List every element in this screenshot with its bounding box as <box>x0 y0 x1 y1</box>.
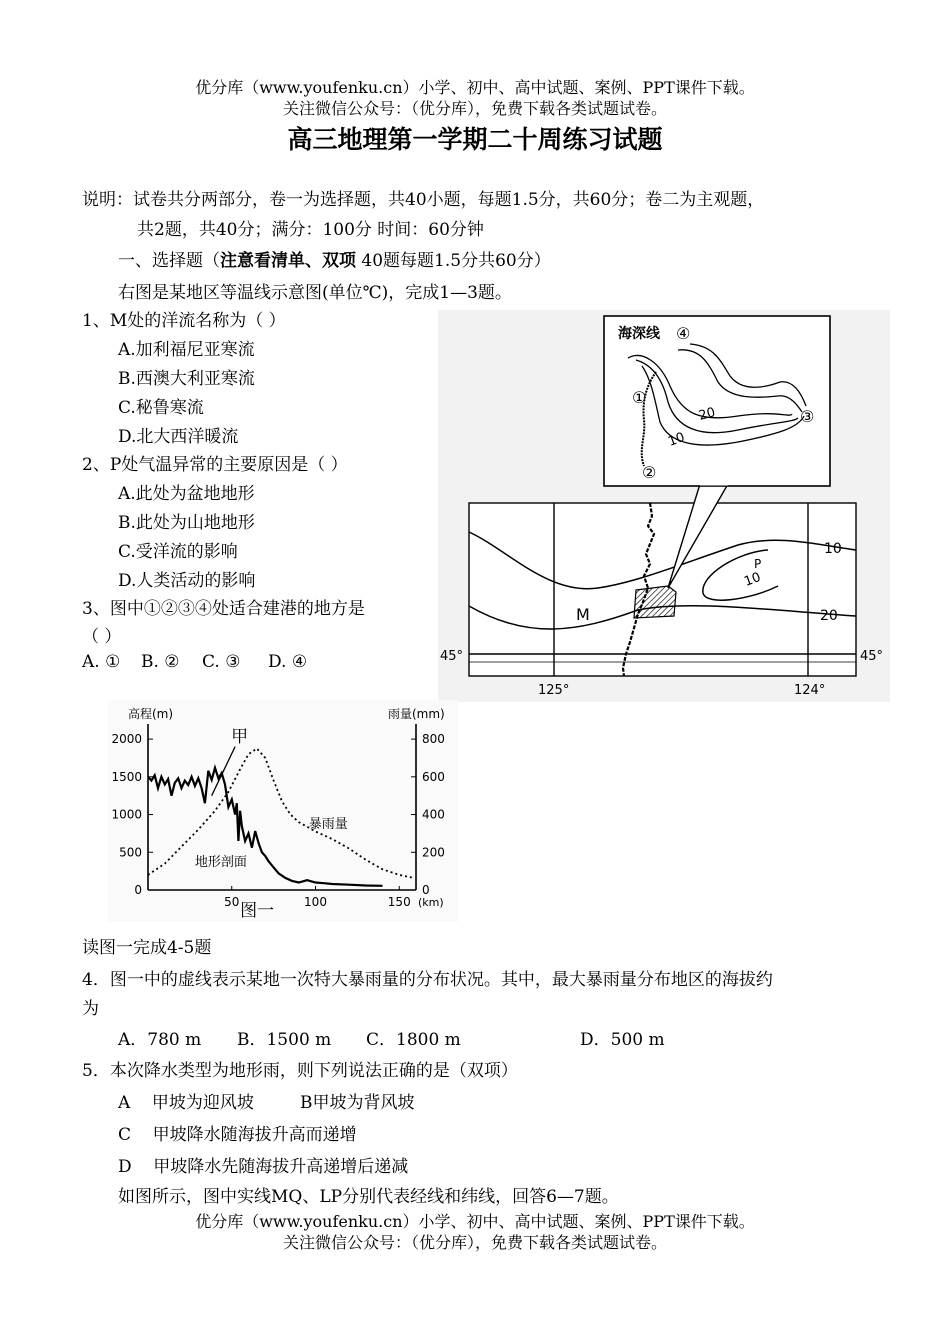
q2-option-b: B.此处为山地地形 <box>118 513 255 533</box>
intro-line-2: 共2题，共40分；满分：100分 时间：60分钟 <box>137 220 484 240</box>
annotation-terrain: 地形剖面 <box>194 854 247 870</box>
q3-stem: 3、图中①②③④处适合建港的地方是 <box>82 599 365 619</box>
q1-option-b: B.西澳大利亚寒流 <box>118 369 255 389</box>
inset-label-20: 20 <box>697 405 718 424</box>
q4-stem-2: 为 <box>82 999 99 1019</box>
intro-line-1: 说明：试卷共分两部分，卷一为选择题，共40小题，每题1.5分，共60分；卷二为主观题， <box>82 190 765 210</box>
x-tick-label: 100 <box>304 895 327 909</box>
q5-option-d: D 甲坡降水先随海拔升高递增后递减 <box>118 1157 409 1177</box>
q2-option-a: A.此处为盆地地形 <box>118 484 255 504</box>
y-left-tick-label: 500 <box>119 845 142 860</box>
annotation-rainfall: 暴雨量 <box>308 817 348 833</box>
read-figure-1: 读图一完成4-5题 <box>82 938 212 958</box>
y-left-label: 高程(m) <box>128 707 174 721</box>
page-title: 高三地理第一学期二十周练习试题 <box>287 125 663 154</box>
q3-option-d: D. ④ <box>268 652 308 672</box>
y-left-tick-label: 0 <box>134 883 142 897</box>
inset-title: 海深线 <box>618 326 660 342</box>
section-prefix: 一、选择题（ <box>118 251 220 271</box>
y-right-tick-label: 400 <box>422 807 445 822</box>
q5-option-a: A 甲坡为迎风坡 <box>118 1093 254 1113</box>
y-left-tick-label: 1000 <box>111 807 142 822</box>
y-left-tick-label: 1500 <box>111 769 142 784</box>
label-p: P <box>754 557 762 571</box>
header-line-1: 优分库（www.youfenku.cn）小学、初中、高中试题、案例、PPT课件下载。 <box>195 78 755 97</box>
x-axis-unit: (km) <box>418 896 444 909</box>
label-m: M <box>576 605 590 624</box>
q5-option-b: B甲坡为背风坡 <box>300 1093 415 1113</box>
label-iso10-right: 10 <box>824 541 842 557</box>
q4-stem: 4．图一中的虚线表示某地一次特大暴雨量的分布状况。其中，最大暴雨量分布地区的海拔约 <box>82 970 773 990</box>
y-right-label: 雨量(mm) <box>388 707 445 721</box>
q4-option-c: C．1800 m <box>366 1030 461 1050</box>
label-lon-124: 124° <box>794 683 826 698</box>
section-bold: 注意看清单、双项 <box>220 251 356 271</box>
y-right-tick-label: 600 <box>422 769 445 784</box>
q1-stem: 1、M处的洋流名称为（ ） <box>82 311 286 331</box>
q2-stem: 2、P处气温异常的主要原因是（ ） <box>82 455 348 475</box>
q2-option-d: D.人类活动的影响 <box>118 571 256 591</box>
q4-option-d: D．500 m <box>580 1030 665 1050</box>
q1-option-c: C.秘鲁寒流 <box>118 398 204 418</box>
section-suffix: 40题每题1.5分共60分） <box>356 251 551 271</box>
y-right-tick-label: 0 <box>422 883 430 897</box>
section-heading <box>118 246 551 271</box>
q1-option-a: A.加利福尼亚寒流 <box>118 340 255 360</box>
annotation-jia: 甲 <box>231 727 249 748</box>
circle-1: ① <box>632 388 647 407</box>
footer-line-2: 关注微信公众号：（优分库），免费下载各类试题试卷。 <box>282 1233 667 1252</box>
label-lat-left: 45° <box>440 649 464 664</box>
q3-option-b: B. ② <box>141 652 180 672</box>
hatched-area <box>634 586 676 618</box>
y-left-tick-label: 2000 <box>111 732 142 747</box>
label-iso20: 20 <box>820 608 838 624</box>
q3-stem-2: （ ） <box>82 627 122 647</box>
q3-option-a: A. ① <box>82 652 121 672</box>
header-line-2: 关注微信公众号：（优分库），免费下载各类试题试卷。 <box>282 99 667 118</box>
label-lat-right: 45° <box>860 649 884 664</box>
q4-option-b: B．1500 m <box>237 1030 332 1050</box>
isotherm-map <box>438 310 890 702</box>
x-tick-label: 50 <box>224 895 240 909</box>
label-iso10-inner: 10 <box>742 570 763 590</box>
q1-option-d: D.北大西洋暖流 <box>118 427 239 447</box>
map-intro: 右图是某地区等温线示意图(单位℃)，完成1—3题。 <box>118 283 512 303</box>
footer-line-1: 优分库（www.youfenku.cn）小学、初中、高中试题、案例、PPT课件下载。 <box>195 1212 755 1231</box>
x-tick-label: 150 <box>387 895 411 909</box>
q5-stem: 5．本次降水类型为地形雨，则下列说法正确的是（双项） <box>82 1061 518 1081</box>
chart-title: 图一 <box>240 901 275 921</box>
q2-option-c: C.受洋流的影响 <box>118 542 238 562</box>
y-right-tick-label: 200 <box>422 845 445 860</box>
circle-3: ③ <box>800 407 815 426</box>
q6-7-intro: 如图所示，图中实线MQ、LP分别代表经线和纬线，回答6—7题。 <box>118 1187 619 1207</box>
circle-4: ④ <box>676 324 691 343</box>
q4-option-a: A．780 m <box>118 1030 202 1050</box>
figure-1-chart <box>108 700 458 922</box>
q3-option-c: C. ③ <box>202 652 241 672</box>
inset-label-10: 10 <box>666 430 687 450</box>
label-lon-125: 125° <box>538 683 570 698</box>
q5-option-c: C 甲坡降水随海拔升高而递增 <box>118 1125 357 1145</box>
y-right-tick-label: 800 <box>422 732 445 747</box>
circle-2: ② <box>642 463 657 482</box>
